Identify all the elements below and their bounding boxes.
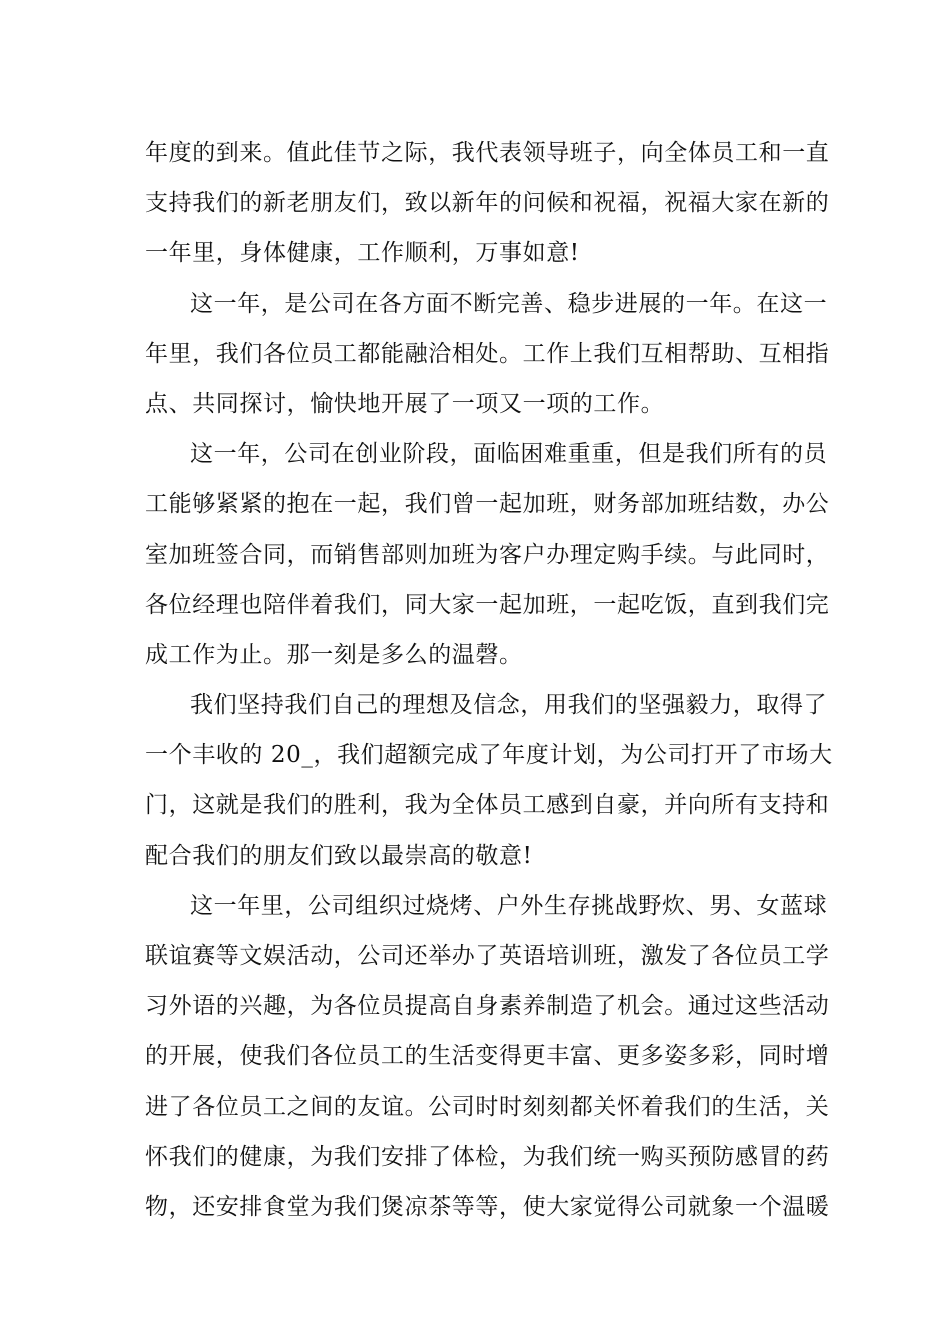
text-line: 一年里，身体健康，工作顺利，万事如意! <box>145 240 580 267</box>
paragraph-first-line: 这一年，是公司在各方面不断完善、稳步进展的一年。在这一 <box>190 290 828 317</box>
text-line: 的开展，使我们各位员工的生活变得更丰富、更多姿多彩，同时增 <box>145 1043 830 1070</box>
text-line: 点、共同探讨，愉快地开展了一项又一项的工作。 <box>145 390 665 417</box>
text-line: 物，还安排食堂为我们煲凉茶等等，使大家觉得公司就象一个温暖 <box>145 1193 830 1220</box>
text-line: 成工作为止。那一刻是多么的温磬。 <box>145 641 523 668</box>
body-text <box>145 128 833 1232</box>
paragraph-first-line: 这一年，公司在创业阶段，面临困难重重，但是我们所有的员 <box>190 441 828 468</box>
paragraph-first-line: 我们坚持我们自己的理想及信念，用我们的坚强毅力，取得了 <box>190 692 828 719</box>
text-line: 习外语的兴趣，为各位员提高自身素养制造了机会。通过这些活动 <box>145 993 830 1020</box>
text-line: 支持我们的新老朋友们，致以新年的问候和祝福，祝福大家在新的 <box>145 190 830 217</box>
text-line: 怀我们的健康，为我们安排了体检，为我们统一购买预防感冒的药 <box>145 1143 830 1170</box>
text-line: 工能够紧紧的抱在一起，我们曾一起加班，财务部加班结数，办公 <box>145 491 830 518</box>
text-line: 配合我们的朋友们致以最崇高的敬意! <box>145 842 533 869</box>
text-line: 各位经理也陪伴着我们，同大家一起加班，一起吃饭，直到我们完 <box>145 591 830 618</box>
text-line: 联谊赛等文娱活动，公司还举办了英语培训班，激发了各位员工学 <box>145 943 830 969</box>
text-line: 年里，我们各位员工都能融洽相处。工作上我们互相帮助、互相指 <box>145 340 830 367</box>
text-line: 一个丰收的 20_，我们超额完成了年度计划，为公司打开了市场大 <box>145 742 833 769</box>
text-line: 室加班签合同，而销售部则加班为客户办理定购手续。与此同时， <box>145 541 830 568</box>
text-line: 进了各位员工之间的友谊。公司时时刻刻都关怀着我们的生活，关 <box>145 1093 830 1120</box>
paragraph-first-line: 这一年里，公司组织过烧烤、户外生存挑战野炊、男、女蓝球 <box>190 892 828 919</box>
text-line: 门，这就是我们的胜利，我为全体员工感到自豪，并向所有支持和 <box>145 792 830 819</box>
text-line: 年度的到来。值此佳节之际，我代表领导班子，向全体员工和一直 <box>145 140 830 166</box>
